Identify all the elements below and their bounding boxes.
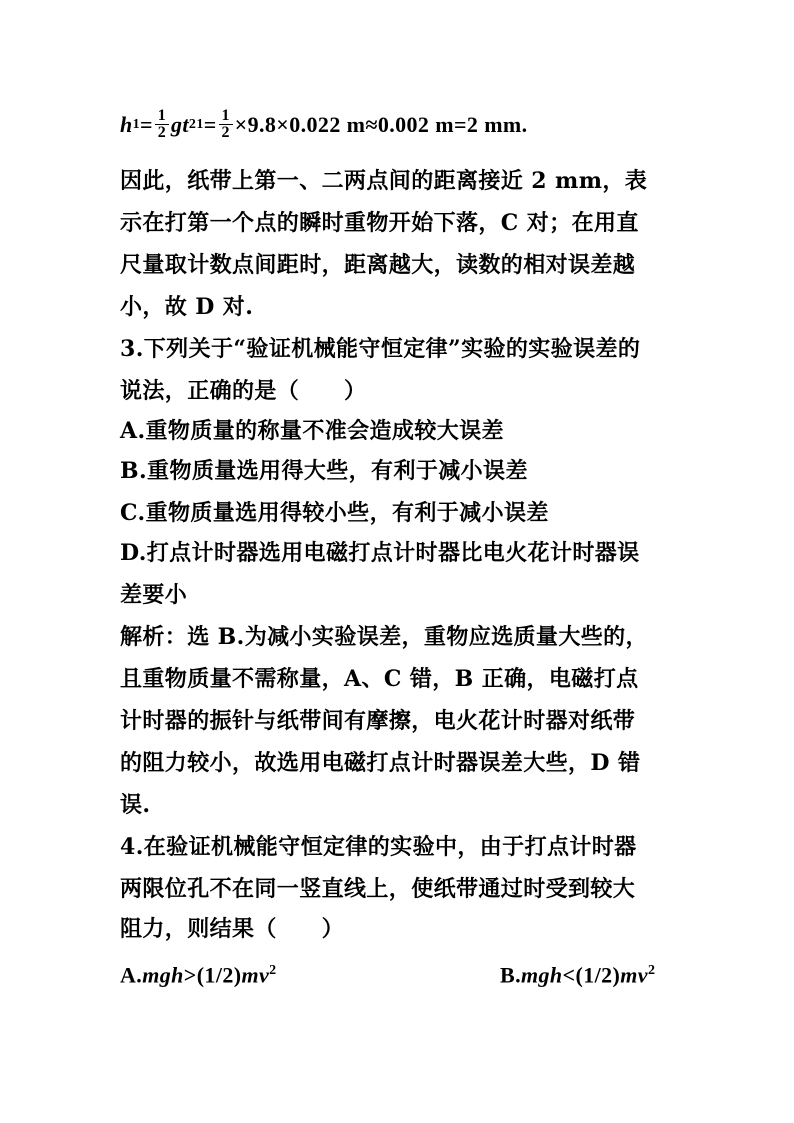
text-line: 示在打第一个点的瞬时重物开始下落，C 对；在用直	[120, 210, 639, 236]
option-a-mv: mv	[241, 962, 270, 988]
option-d-cont: 差要小	[120, 582, 188, 608]
option-b-mv: mv	[620, 962, 648, 988]
option-a: A.重物质量的称量不准会造成较大误差	[120, 418, 504, 444]
text-line: 尺量取计数点间距时，距离越大，读数的相对误差越	[120, 252, 636, 278]
option-b-4	[500, 956, 655, 990]
formula-h: h	[120, 111, 133, 137]
analysis-line: 误.	[120, 792, 151, 818]
formula-tail: ×9.8×0.022 m≈0.002 m=2 mm.	[234, 111, 528, 137]
formula-t-subscript: 1	[196, 116, 204, 132]
formula-t: t	[182, 111, 189, 137]
option-b-mgh: mgh	[520, 962, 563, 988]
formula-t-superscript: 2	[188, 116, 197, 132]
fraction-numerator: 1	[157, 107, 167, 124]
analysis-line: 且重物质量不需称量，A、C 错，B 正确，电磁打点	[120, 666, 639, 692]
text-line: 因此，纸带上第一、二两点间的距离接近 2 mm，表	[120, 168, 648, 194]
fraction-numerator: 1	[221, 107, 230, 124]
question-3-stem-cont: 说法，正确的是（ ）	[120, 378, 367, 404]
option-b-relation: <(1/2)	[562, 962, 621, 988]
formula-h-subscript: 1	[132, 116, 141, 132]
text-line: 小，故 D 对.	[120, 294, 254, 320]
formula-equals-2: =	[203, 111, 217, 137]
option-a-relation: >(1/2)	[183, 962, 242, 988]
option-c: C.重物质量选用得较小些，有利于减小误差	[120, 500, 549, 526]
fraction-denominator: 2	[221, 124, 230, 141]
option-a-mgh: mgh	[142, 962, 184, 988]
analysis-line: 解析：选 B.为减小实验误差，重物应选质量大些的，	[120, 624, 648, 650]
option-a-4	[120, 956, 277, 990]
question-3-stem: 3.下列关于“验证机械能守恒定律”实验的实验误差的	[120, 336, 641, 362]
option-b-prefix: B.	[500, 962, 521, 988]
formula-g: g	[170, 111, 183, 137]
option-a-prefix: A.	[120, 962, 143, 988]
option-row	[120, 956, 656, 990]
formula-equals-1: =	[140, 111, 153, 137]
question-4-stem-cont: 两限位孔不在同一竖直线上，使纸带通过时受到较大	[120, 876, 636, 902]
analysis-line: 的阻力较小，故选用电磁打点计时器误差大些，D 错	[120, 750, 641, 776]
option-b: B.重物质量选用得大些，有利于减小误差	[120, 458, 528, 484]
fraction-one-half-1	[155, 108, 169, 141]
fraction-denominator: 2	[157, 124, 167, 141]
option-a-superscript: 2	[269, 963, 277, 978]
option-d: D.打点计时器选用电磁打点计时器比电火花计时器误	[120, 540, 640, 566]
question-4-stem-cont: 阻力，则结果（ ）	[120, 916, 345, 942]
option-b-superscript: 2	[647, 963, 656, 978]
formula-line	[120, 108, 528, 141]
analysis-line: 计时器的振针与纸带间有摩擦，电火花计时器对纸带	[120, 708, 636, 734]
question-4-stem: 4.在验证机械能守恒定律的实验中，由于打点计时器	[120, 834, 637, 860]
fraction-one-half-2	[219, 108, 233, 141]
